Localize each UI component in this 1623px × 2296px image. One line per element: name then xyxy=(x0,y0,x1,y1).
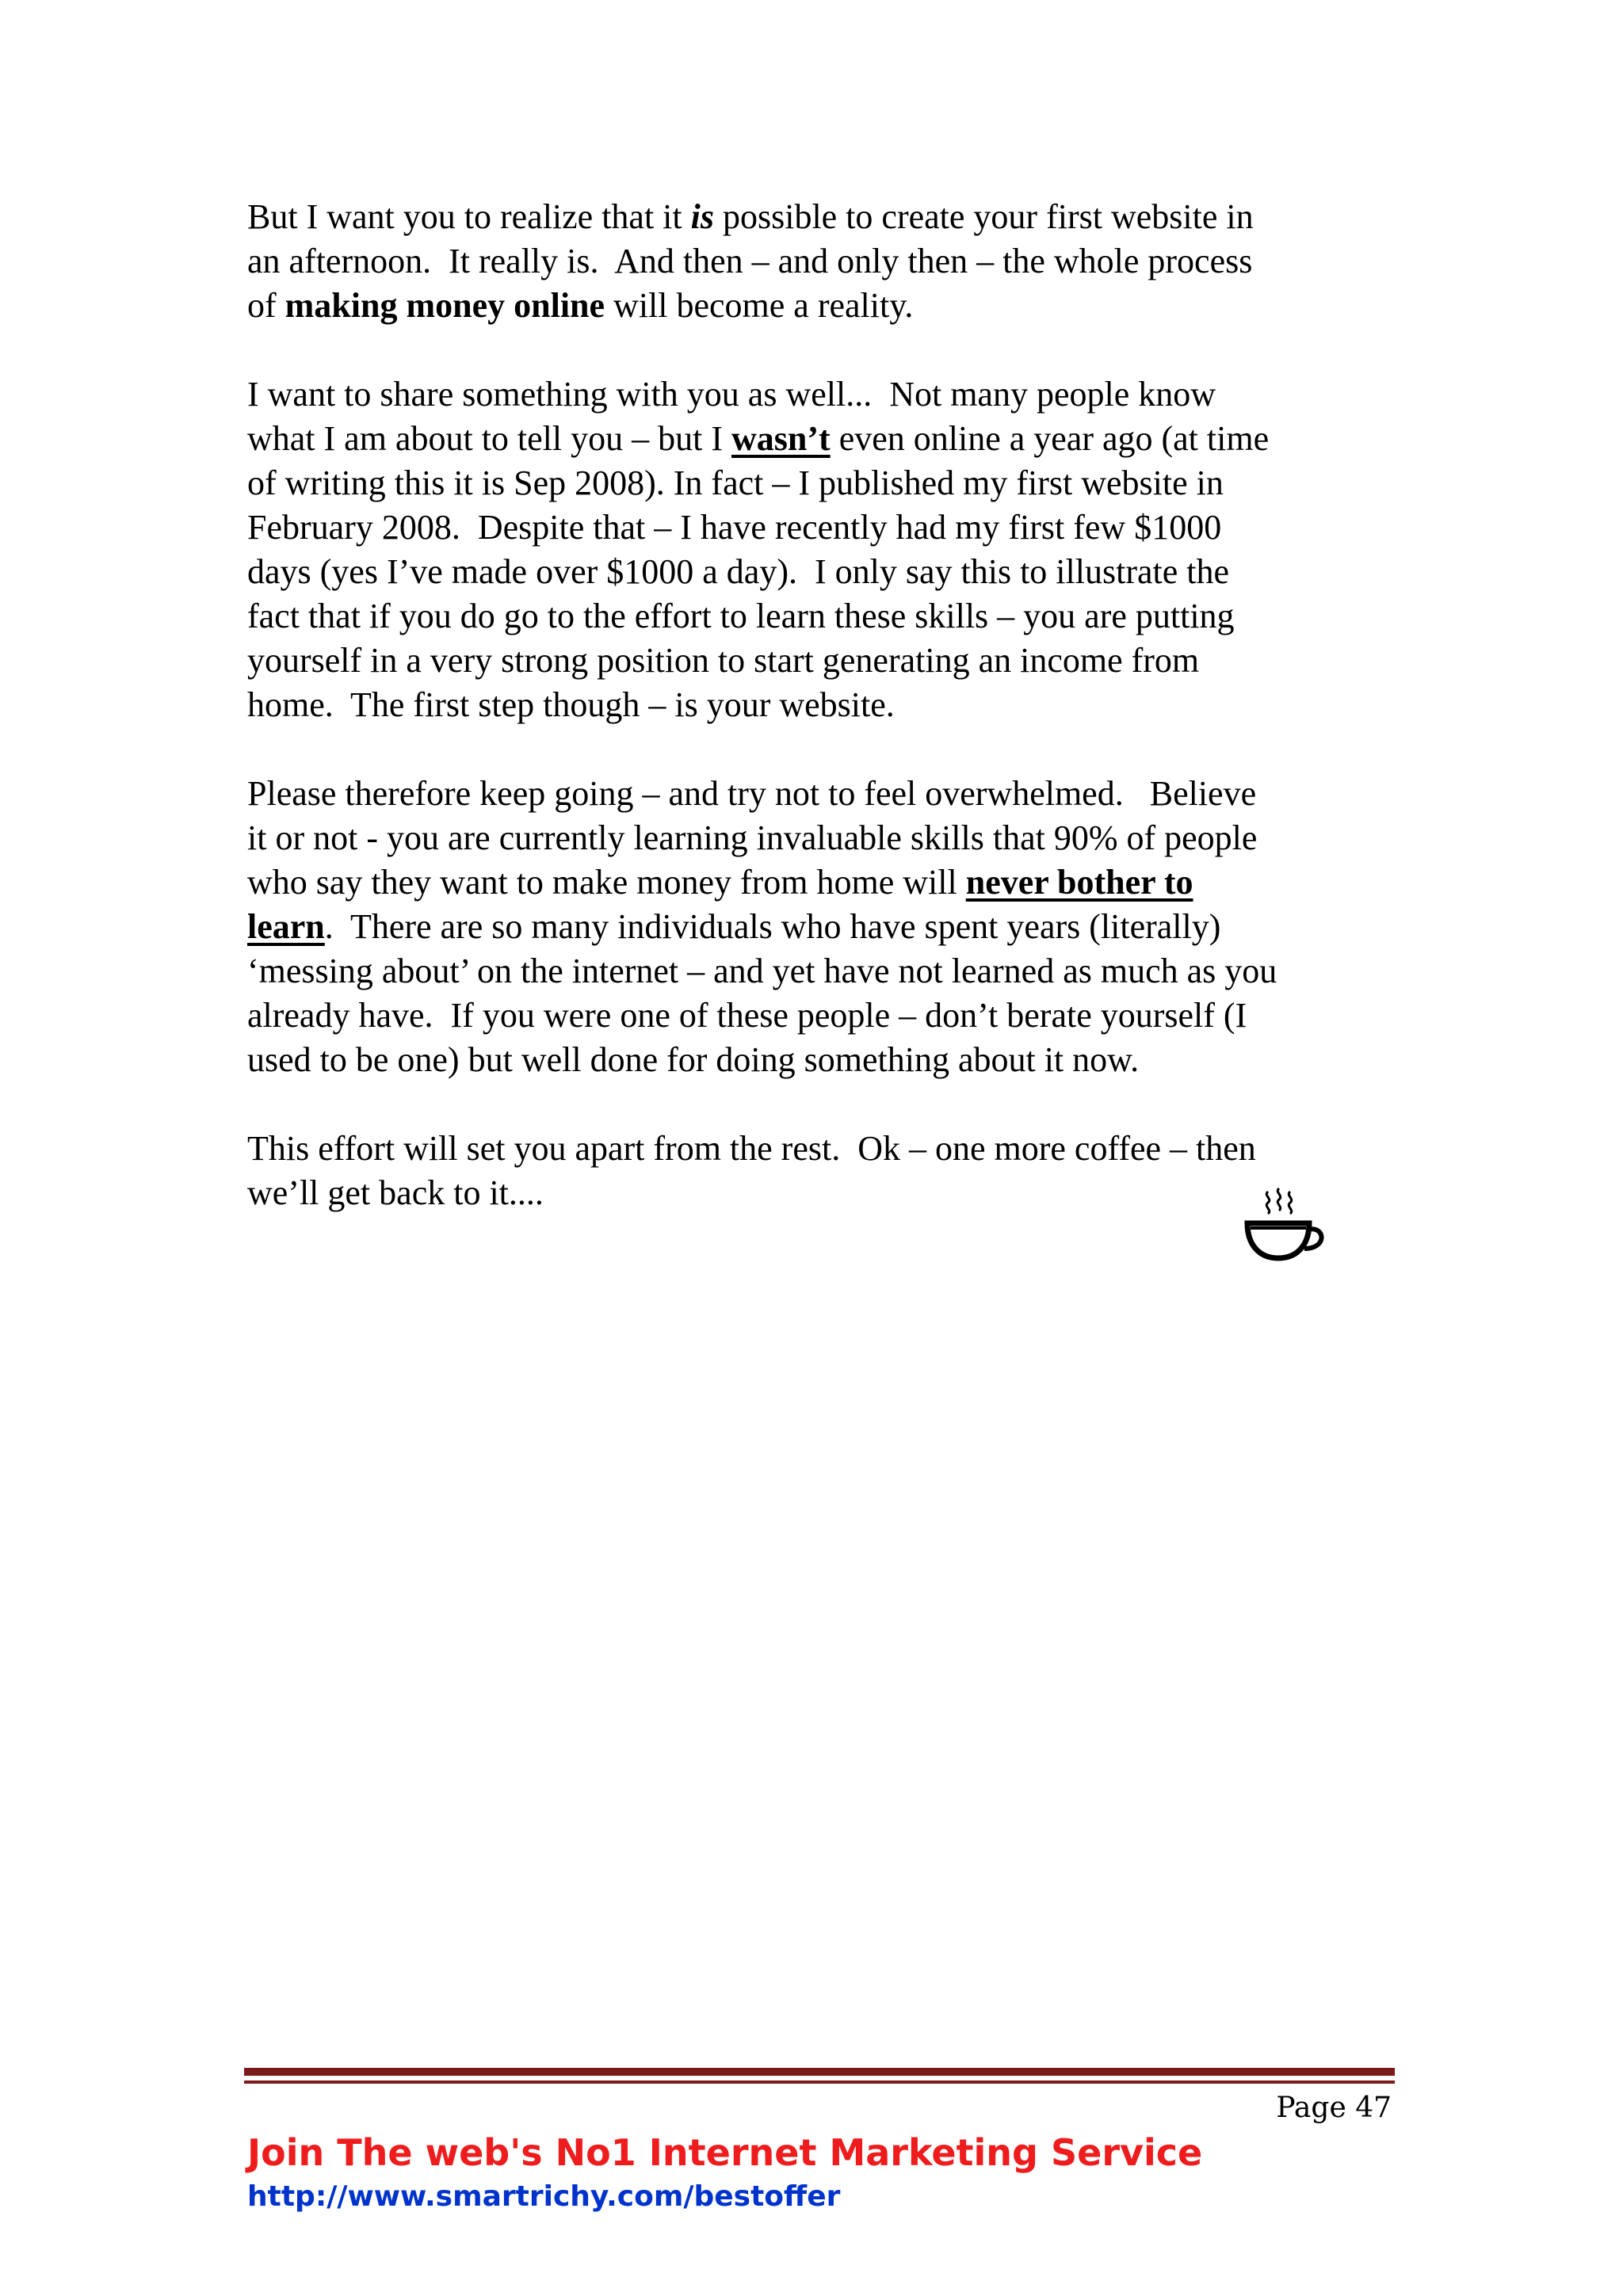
text-line xyxy=(247,195,1404,239)
text-line xyxy=(247,284,1404,328)
text-line xyxy=(247,860,1404,905)
text-run: But I want you to realize that it xyxy=(247,197,691,236)
emphasis-text: never bother to xyxy=(965,863,1193,902)
text-run: This effort will set you apart from the rest. Ok – one more coffee – then xyxy=(247,1129,1256,1168)
page-number: Page 47 xyxy=(1276,2092,1392,2124)
paragraph-3 xyxy=(247,772,1404,1082)
text-run: days (yes I’ve made over $1000 a day). I only say this to illustrate the xyxy=(247,552,1230,591)
text-run: an afternoon. It really is. And then – and only then – the whole process xyxy=(247,242,1253,280)
text-run: even online a year ago (at time xyxy=(830,419,1270,458)
text-line xyxy=(247,461,1404,505)
text-run: will become a reality. xyxy=(605,286,914,325)
text-run: Please therefore keep going – and try not to feel overwhelmed. Believe xyxy=(247,774,1257,813)
coffee-cup-icon xyxy=(1233,1177,1328,1272)
text-line xyxy=(247,505,1404,550)
text-run: ‘messing about’ on the internet – and yet have not learned as much as you xyxy=(247,952,1277,990)
promo-title: Join The web's No1 Internet Marketing Service xyxy=(247,2131,1203,2174)
text-line xyxy=(247,683,1404,727)
text-run: of xyxy=(247,286,285,325)
footer-rule-thin xyxy=(244,2081,1395,2084)
text-run: it or not - you are currently learning invaluable skills that 90% of people xyxy=(247,818,1258,857)
text-run: possible to create your first website in xyxy=(713,197,1254,236)
text-run: February 2008. Despite that – I have recently had my first few $1000 xyxy=(247,508,1222,547)
text-run: already have. If you were one of these people – don’t berate yourself (I xyxy=(247,996,1247,1035)
footer-rule-thick xyxy=(244,2068,1395,2076)
text-run: I want to share something with you as well... Not many people know xyxy=(247,375,1216,414)
text-line xyxy=(247,1171,1404,1215)
emphasis-text: making money online xyxy=(285,286,605,325)
text-run: . There are so many individuals who have spent years (literally) xyxy=(324,907,1221,946)
text-line xyxy=(247,1127,1404,1171)
text-run: of writing this it is Sep 2008). In fact – I published my first website in xyxy=(247,463,1224,502)
text-run: what I am about to tell you – but I xyxy=(247,419,731,458)
promo-url-link[interactable]: http://www.smartrichy.com/bestoffer xyxy=(247,2180,841,2213)
text-line xyxy=(247,772,1404,816)
text-run: who say they want to make money from home will xyxy=(247,863,966,902)
text-line xyxy=(247,639,1404,683)
text-run: yourself in a very strong position to start generating an income from xyxy=(247,641,1200,680)
emphasis-text: wasn’t xyxy=(731,419,831,458)
body-text xyxy=(247,195,1404,1260)
text-line xyxy=(247,1038,1404,1082)
text-run: fact that if you do go to the effort to learn these skills – you are putting xyxy=(247,597,1235,635)
text-line xyxy=(247,816,1404,860)
paragraph-2 xyxy=(247,372,1404,727)
emphasis-text: is xyxy=(690,197,714,236)
text-line xyxy=(247,417,1404,461)
text-line xyxy=(247,949,1404,994)
text-line xyxy=(247,372,1404,417)
text-run: we’ll get back to it.... xyxy=(247,1173,544,1212)
paragraph-1 xyxy=(247,195,1404,328)
text-line xyxy=(247,994,1404,1038)
emphasis-text: learn xyxy=(247,907,325,946)
text-line xyxy=(247,594,1404,639)
text-line xyxy=(247,239,1404,284)
text-run: home. The first step though – is your website. xyxy=(247,685,895,724)
text-run: used to be one) but well done for doing something about it now. xyxy=(247,1040,1140,1079)
paragraph-4 xyxy=(247,1127,1404,1215)
text-line xyxy=(247,905,1404,949)
text-line xyxy=(247,550,1404,594)
